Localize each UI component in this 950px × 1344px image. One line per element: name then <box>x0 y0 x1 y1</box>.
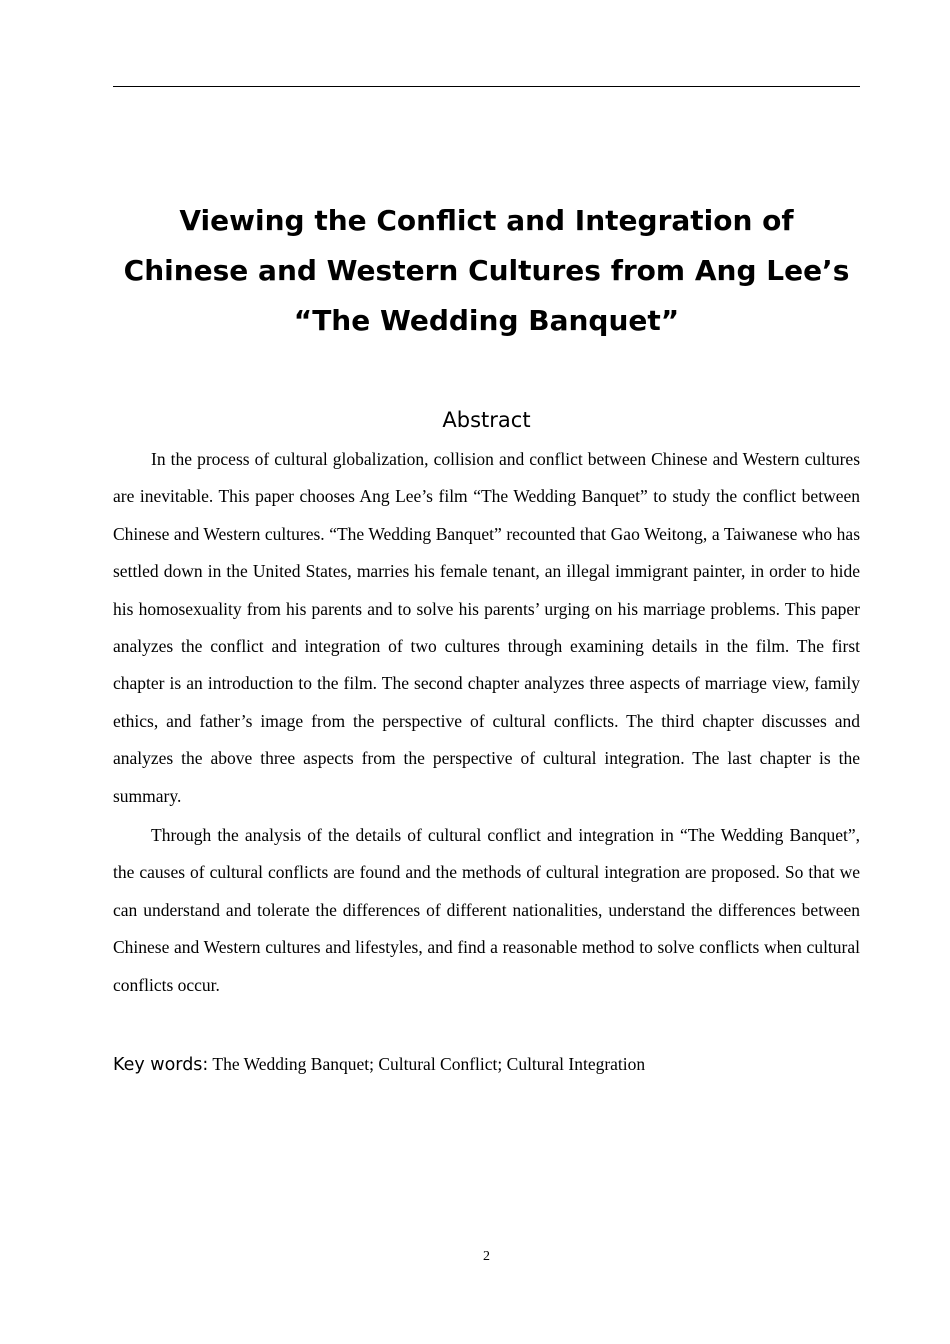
keywords-text: The Wedding Banquet; Cultural Conflict; Cultural Integration <box>212 1054 646 1074</box>
abstract-paragraph-2: Through the analysis of the details of cultural conflict and integration in “The Wedding Banquet”, the causes of cultural conflicts are found and the methods of cultural integration are proposed. So that we can understand and tolerate the differences of different nationalities, understand the differences between Chinese and Western cultures and lifestyles, and find a reasonable method to solve conflicts when cultural conflicts occur. <box>113 825 860 995</box>
title-line-3: “The Wedding Banquet” <box>293 304 680 337</box>
title-line-1: Viewing the Conflict and Integration of <box>179 204 794 237</box>
header-rule <box>113 86 860 87</box>
keywords <box>113 1049 860 1080</box>
abstract-paragraph-1: In the process of cultural globalization, collision and conflict between Chinese and Western cultures are inevitable. This paper chooses Ang Lee’s film “The Wedding Banquet” to study the conflict between Chinese and Western cultures. “The Wedding Banquet” recounted that Gao Weitong, a Taiwanese who has settled down in the United States, marries his female tenant, an illegal immigrant painter, in order to hide his homosexuality from his parents and to solve his parents’ urging on his marriage problems. This paper analyzes the conflict and integration of two cultures through examining details in the film. The first chapter is an introduction to the film. The second chapter analyzes three aspects of marriage view, family ethics, and father’s image from the perspective of cultural conflicts. The third chapter discusses and analyzes the above three aspects from the perspective of cultural integration. The last chapter is the summary. <box>113 449 860 806</box>
paper-title <box>113 196 860 346</box>
keywords-label: Key words: <box>113 1055 209 1075</box>
page-number: 2 <box>483 1249 490 1264</box>
abstract-heading: Abstract <box>442 408 531 432</box>
abstract-body <box>113 441 860 1004</box>
title-line-2: Chinese and Western Cultures from Ang Lee’s <box>123 254 850 287</box>
